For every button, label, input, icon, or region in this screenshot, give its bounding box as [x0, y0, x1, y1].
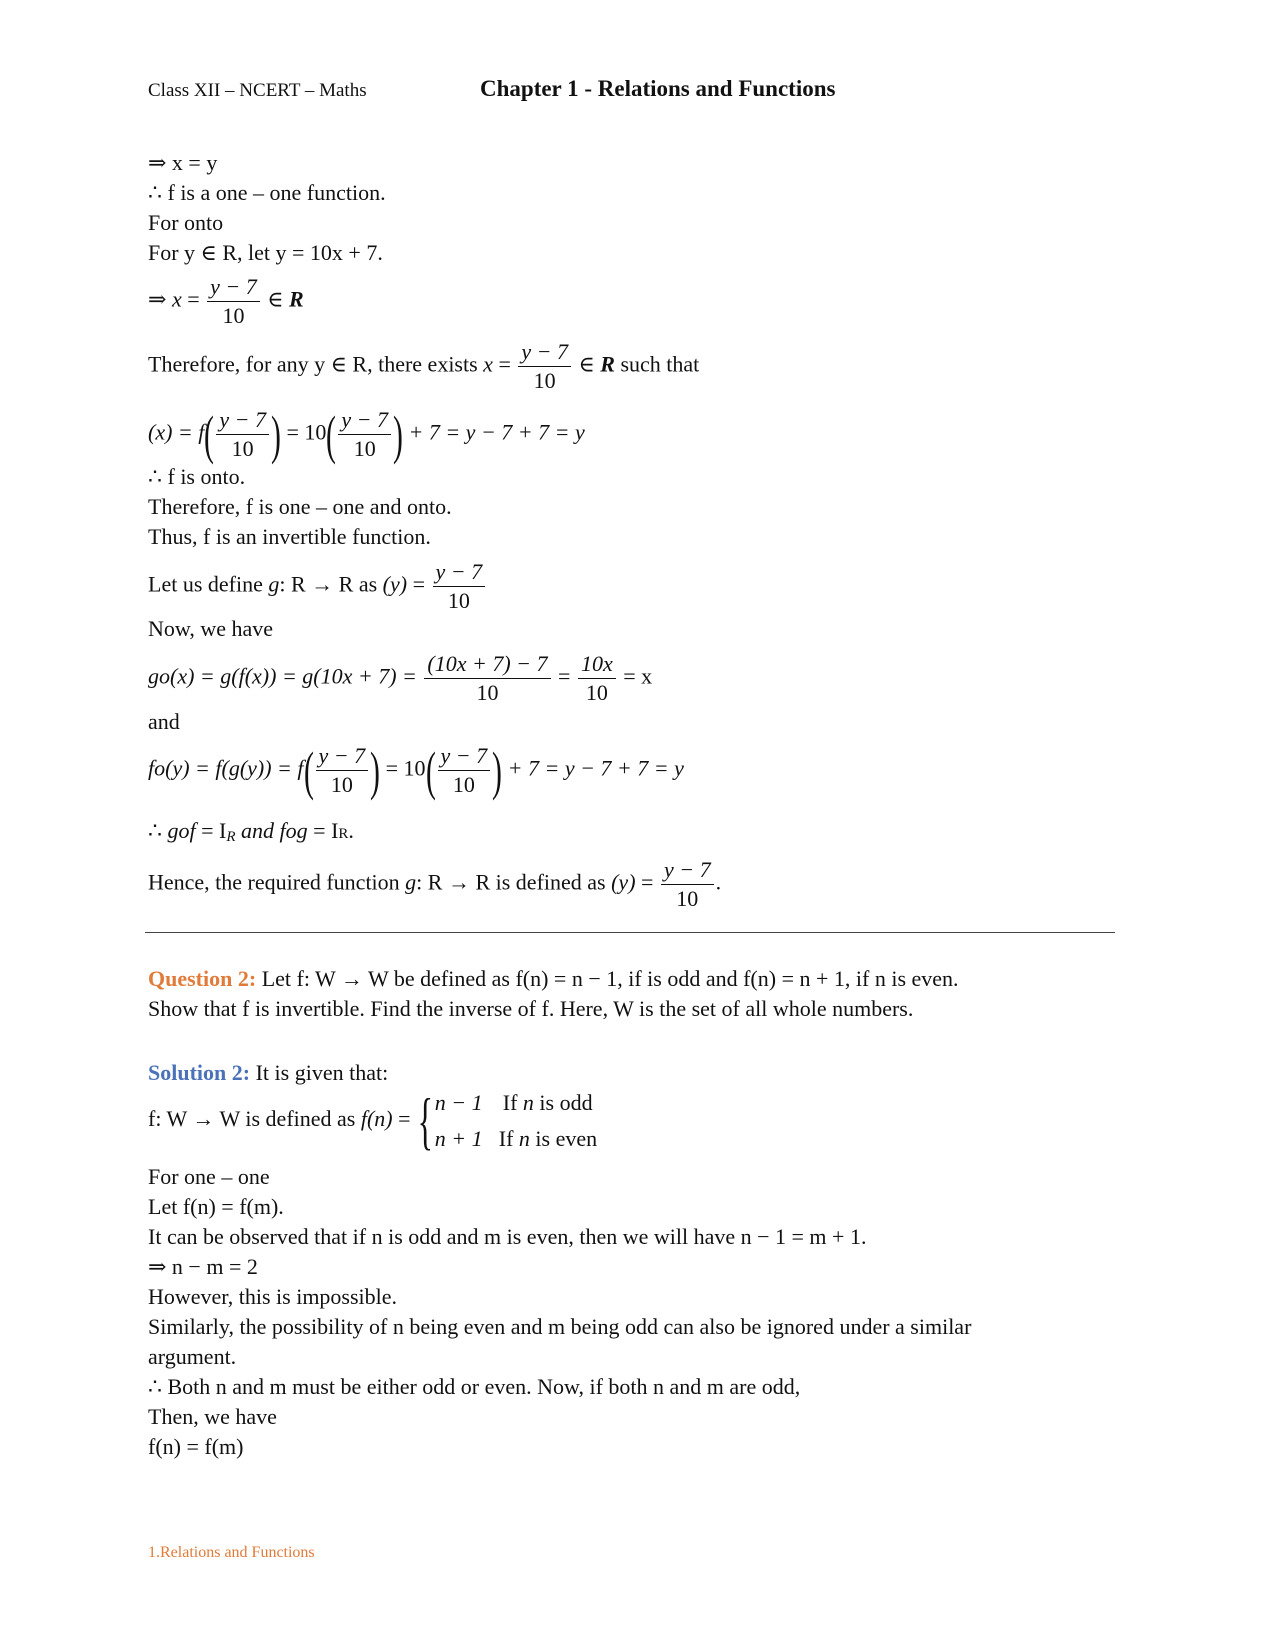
fraction [661, 856, 714, 913]
line-and: and [148, 709, 180, 734]
var-g: g [405, 869, 417, 895]
line-identity [148, 818, 354, 850]
text: : R → R is defined as [416, 869, 612, 895]
fraction-numerator: y − 7 [438, 742, 491, 771]
real-set: R [289, 286, 304, 312]
eq: = [181, 286, 206, 312]
eq: = [635, 869, 659, 895]
para-9: Then, we have [148, 1404, 277, 1429]
line-let-y: For y ∈ R, let y = 10x + 7. [148, 240, 383, 265]
fraction-numerator: y − 7 [433, 558, 486, 587]
text: Let us define [148, 571, 269, 597]
eq: = [552, 663, 576, 689]
fn: f(n) [360, 1106, 393, 1132]
left-paren: ( [204, 404, 215, 465]
header-class-label: Class XII – NCERT – Maths [148, 80, 367, 101]
expr: = x [617, 663, 653, 689]
fraction-numerator: y − 7 [316, 742, 369, 771]
line-define-g [148, 558, 487, 615]
expr: = 10 [380, 755, 426, 781]
text: f: W → W is defined as [148, 1106, 361, 1132]
fraction [216, 406, 269, 463]
var-x: x [483, 351, 493, 377]
line-f-of-x-eval [148, 406, 585, 463]
in-symbol: ∈ [261, 286, 290, 312]
text: Therefore, for any y ∈ R, there exists [148, 351, 484, 377]
fraction [518, 338, 571, 395]
var-x: x [171, 286, 182, 312]
fraction-denominator: 10 [533, 368, 556, 393]
line-hence [148, 856, 721, 913]
right-paren: ) [393, 404, 403, 465]
solution-text: It is given that: [250, 1060, 389, 1085]
para-8: ∴ Both n and m must be either odd or even. Now, if both n and m are odd, [148, 1374, 801, 1399]
fraction-denominator: 10 [222, 303, 245, 328]
case-expr: n + 1 [434, 1126, 483, 1151]
fraction-denominator: 10 [585, 680, 608, 705]
case-odd [435, 1085, 597, 1121]
expr: go(x) = g(f(x)) = g(10x + 7) = [148, 663, 423, 689]
para-5: However, this is impossible. [148, 1284, 398, 1309]
para-1: For one – one [148, 1164, 270, 1189]
case-n: n [518, 1126, 530, 1151]
subscript: R [226, 829, 236, 845]
line-one-one-onto: Therefore, f is one – one and onto. [148, 494, 452, 519]
eq: = [392, 1106, 417, 1132]
fraction [438, 742, 491, 799]
question-text: Let f: W → W be defined as f(n) = n − 1, if is odd and f(n) = n + 1, if n is even. [256, 966, 959, 991]
case-cond: If [502, 1090, 523, 1115]
fraction-denominator: 10 [353, 436, 376, 461]
implies: ⇒ [148, 286, 172, 312]
fraction-denominator: 10 [447, 588, 470, 613]
line-for-onto: For onto [148, 210, 224, 235]
case-cond: is even [529, 1126, 598, 1151]
fraction-denominator: 10 [231, 436, 254, 461]
fog: fog [279, 818, 308, 843]
text: : R → R as [279, 571, 383, 597]
eq: = [407, 571, 431, 597]
section-divider [145, 932, 1115, 933]
period: . [348, 818, 354, 843]
real-set: R [600, 351, 615, 377]
left-paren: ( [303, 740, 314, 801]
expr: + 7 = y − 7 + 7 = y [402, 419, 585, 445]
fraction [433, 558, 486, 615]
fraction-denominator: 10 [452, 772, 475, 797]
line-piecewise-def [148, 1085, 597, 1157]
text: such that [614, 351, 700, 377]
fraction-denominator: 10 [676, 886, 699, 911]
solution-2-header [148, 1060, 388, 1086]
left-paren: ( [326, 404, 337, 465]
solution-label: Solution 2: [148, 1060, 251, 1085]
fraction-numerator: y − 7 [661, 856, 714, 885]
line-gof [148, 650, 652, 707]
line-now-we-have: Now, we have [148, 616, 274, 641]
para-7: argument. [148, 1344, 237, 1369]
case-cond: is odd [533, 1090, 593, 1115]
eq: = [492, 351, 517, 377]
subscript: R [338, 826, 349, 842]
chapter-title: Chapter 1 - Relations and Functions [480, 76, 836, 101]
and: and [235, 818, 280, 843]
right-paren: ) [492, 740, 503, 801]
line-f-onto: ∴ f is onto. [148, 464, 246, 489]
case-expr: n − 1 [434, 1090, 483, 1115]
fraction [578, 650, 616, 707]
line-x-fraction [148, 273, 304, 330]
question-2-line-2: Show that f is invertible. Find the inverse of f. Here, W is the set of all whole numbers. [148, 996, 914, 1021]
fraction [207, 273, 260, 330]
expr: + 7 = y − 7 + 7 = y [502, 755, 684, 781]
line-one-one: ∴ f is a one – one function. [148, 180, 386, 205]
fraction-numerator: 10x [578, 650, 616, 679]
question-2-line-1 [148, 966, 959, 992]
question-label: Question 2: [148, 966, 257, 991]
line-therefore-exists [148, 338, 699, 395]
fraction-numerator: y − 7 [207, 273, 260, 302]
case-n: n [522, 1090, 534, 1115]
para-4: ⇒ n − m = 2 [148, 1254, 258, 1279]
line-invertible: Thus, f is an invertible function. [148, 524, 431, 549]
period: . [715, 869, 722, 895]
case-even [435, 1121, 597, 1157]
fraction-numerator: y − 7 [518, 338, 571, 367]
eq: = I [307, 818, 339, 843]
expr: fo(y) = f(g(y)) = f [148, 755, 304, 781]
right-paren: ) [271, 404, 281, 465]
fraction-denominator: 10 [330, 772, 353, 797]
fraction [424, 650, 550, 707]
para-2: Let f(n) = f(m). [148, 1194, 284, 1219]
fraction-numerator: y − 7 [338, 406, 391, 435]
fraction [316, 742, 369, 799]
var-g: g [268, 571, 280, 597]
var-y: (y) [382, 571, 408, 597]
para-10: f(n) = f(m) [148, 1434, 244, 1459]
var-y: (y) [611, 869, 636, 895]
therefore: ∴ [148, 818, 168, 843]
in-symbol: ∈ [572, 351, 601, 377]
page-footer: 1.Relations and Functions [148, 1544, 315, 1561]
eq: = I [195, 818, 227, 843]
line-fog [148, 742, 684, 799]
piecewise-cases [435, 1085, 597, 1157]
left-brace: { [417, 1085, 434, 1156]
fraction [338, 406, 391, 463]
line-x-equals-y: ⇒ x = y [148, 150, 218, 175]
fraction-numerator: y − 7 [216, 406, 269, 435]
case-cond: If [498, 1126, 519, 1151]
expr: = 10 [280, 419, 327, 445]
para-3: It can be observed that if n is odd and m is even, then we will have n − 1 = m + 1. [148, 1224, 867, 1249]
right-paren: ) [370, 740, 381, 801]
left-paren: ( [425, 740, 436, 801]
expr: (x) = f [148, 419, 205, 445]
fraction-numerator: (10x + 7) − 7 [424, 650, 550, 679]
para-6: Similarly, the possibility of n being even and m being odd can also be ignored under a similar [148, 1314, 972, 1339]
text: Hence, the required function [148, 869, 406, 895]
gof: gof [167, 818, 196, 843]
fraction-denominator: 10 [476, 680, 499, 705]
